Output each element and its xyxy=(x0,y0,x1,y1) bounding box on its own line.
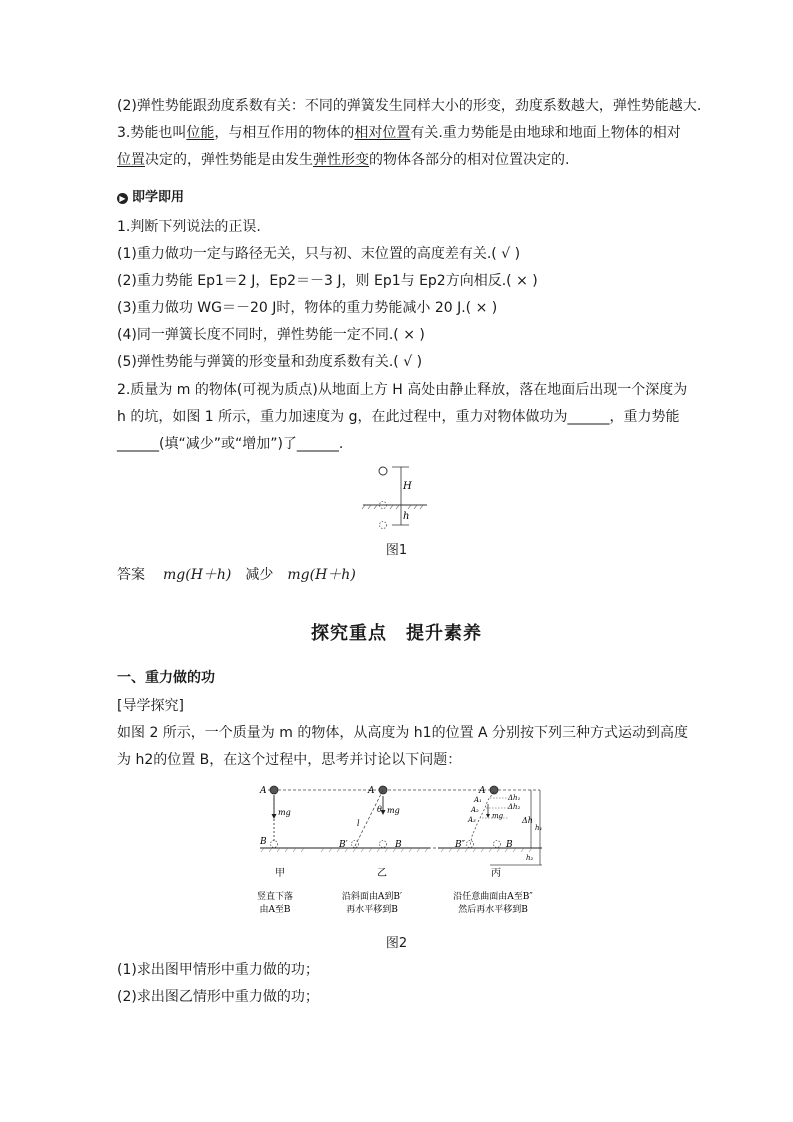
answer-value: 减少 xyxy=(245,567,274,583)
svg-text:θ: θ xyxy=(377,805,382,814)
desc-yi-1: 沿斜面由A到B′ xyxy=(341,892,403,902)
question-line: 2.质量为 m 的物体(可视为质点)从地面上方 H 高处由静止释放，落在地面后出现一个深度为 xyxy=(117,382,688,398)
answer-value: mg(H＋h) xyxy=(287,567,356,583)
figure-1-diagram xyxy=(355,462,435,532)
underlined-term: 弹性形变 xyxy=(313,152,369,168)
sub-question: (1)求出图甲情形中重力做的功； xyxy=(117,962,319,978)
part-text: 为 h2的位置 B，在这个过程中，思考并讨论以下问题： xyxy=(117,752,462,768)
ball-pit xyxy=(380,522,387,529)
label-jia: 甲 xyxy=(275,868,285,879)
text-span: 的物体各部分的相对位置决定的. xyxy=(369,152,570,168)
text-line xyxy=(117,123,681,143)
svg-text:A₃: A₃ xyxy=(468,816,476,824)
svg-text:mg: mg xyxy=(278,808,291,817)
judge-item: (1)重力做功一定与路径无关，只与初、末位置的高度差有关.( √ ) xyxy=(117,246,521,262)
judge-item: (5)弹性势能与弹簧的形变量和劲度系数有关.( √ ) xyxy=(117,354,423,370)
svg-text:B: B xyxy=(506,840,513,850)
answer-key: 答案 xyxy=(117,567,145,583)
desc-jia-1: 竖直下落 xyxy=(256,892,294,902)
section-label: 即学即用 xyxy=(132,190,185,205)
svg-text:Δh₂: Δh₂ xyxy=(508,803,521,811)
label-H: H xyxy=(403,481,412,492)
svg-text:B: B xyxy=(395,840,402,850)
text-span: 决定的，弹性势能是由发生 xyxy=(145,152,313,168)
answer-line xyxy=(117,565,356,585)
label-yi: 乙 xyxy=(377,868,387,879)
judge-item: (3)重力做功 WG＝－20 J时，物体的重力势能减小 20 J.( × ) xyxy=(117,300,498,316)
svg-text:A₁: A₁ xyxy=(474,796,482,804)
play-icon: ▶ xyxy=(117,193,128,204)
desc-yi-2: 再水平移到B xyxy=(346,905,398,915)
ball-start xyxy=(379,467,387,475)
label-bing: 丙 xyxy=(491,868,501,879)
svg-text:mg: mg xyxy=(387,806,400,815)
desc-bing-1: 沿任意曲面由A至B″ xyxy=(453,892,533,902)
underlined-term: 位能 xyxy=(186,125,215,141)
underlined-term: 位置 xyxy=(117,152,145,168)
figure-2-diagram xyxy=(250,778,560,928)
svg-text:B′: B′ xyxy=(339,840,348,850)
page-heading: 探究重点 提升素养 xyxy=(311,623,482,644)
section-quick-use xyxy=(117,189,184,207)
part-tag: [导学探究] xyxy=(117,698,184,714)
answer-value: mg(H＋h) xyxy=(163,567,232,583)
svg-text:B: B xyxy=(260,837,267,847)
ball-A xyxy=(270,786,278,794)
part-text: 如图 2 所示，一个质量为 m 的物体，从高度为 h1的位置 A 分别按下列三种方式运动到高度 xyxy=(117,725,689,741)
question-stem: 1.判断下列说法的正误. xyxy=(117,219,261,235)
question-line: h 的坑，如图 1 所示，重力加速度为 g，在此过程中，重力对物体做功为______，重力势能 xyxy=(117,409,680,425)
label-h: h xyxy=(403,511,410,522)
svg-text:A: A xyxy=(260,786,267,796)
judge-item: (2)重力势能 Ep1＝2 J，Ep2＝－3 J，则 Ep1与 Ep2方向相反.( × ) xyxy=(117,273,538,289)
figure-1-caption: 图1 xyxy=(385,543,408,558)
desc-bing-2: 然后再水平移到B xyxy=(458,905,528,915)
desc-jia-2: 由A至B xyxy=(259,905,291,915)
svg-text:l: l xyxy=(357,819,360,828)
text-span: 有关.重力势能是由地球和地面上物体的相对 xyxy=(410,125,681,141)
svg-text:A: A xyxy=(368,786,375,796)
svg-text:Δh₁: Δh₁ xyxy=(508,794,521,802)
question-line: ______(填“减少”或“增加”)了______. xyxy=(117,436,344,452)
ball-A-curve xyxy=(490,786,498,794)
text-line: (2)弹性势能跟劲度系数有关：不同的弹簧发生同样大小的形变，劲度系数越大，弹性势能越大. xyxy=(117,98,702,114)
text-line xyxy=(117,150,569,170)
judge-item: (4)同一弹簧长度不同时，弹性势能一定不同.( × ) xyxy=(117,327,425,343)
text-span: 3.势能也叫 xyxy=(117,125,187,141)
svg-text:h₂: h₂ xyxy=(526,854,534,862)
svg-text:B″: B″ xyxy=(455,840,465,850)
underlined-term: 相对位置 xyxy=(354,125,411,141)
svg-text:A₂: A₂ xyxy=(471,806,479,814)
svg-text:A: A xyxy=(479,786,486,796)
sub-question: (2)求出图乙情形中重力做的功； xyxy=(117,989,319,1005)
svg-text:mg: mg xyxy=(492,812,504,820)
svg-text:h₁: h₁ xyxy=(535,824,543,832)
part-title: 一、重力做的功 xyxy=(117,670,215,686)
text-span: ，与相互作用的物体的 xyxy=(214,125,355,141)
svg-text:Δh: Δh xyxy=(522,816,533,825)
figure-2-caption: 图2 xyxy=(385,936,408,951)
